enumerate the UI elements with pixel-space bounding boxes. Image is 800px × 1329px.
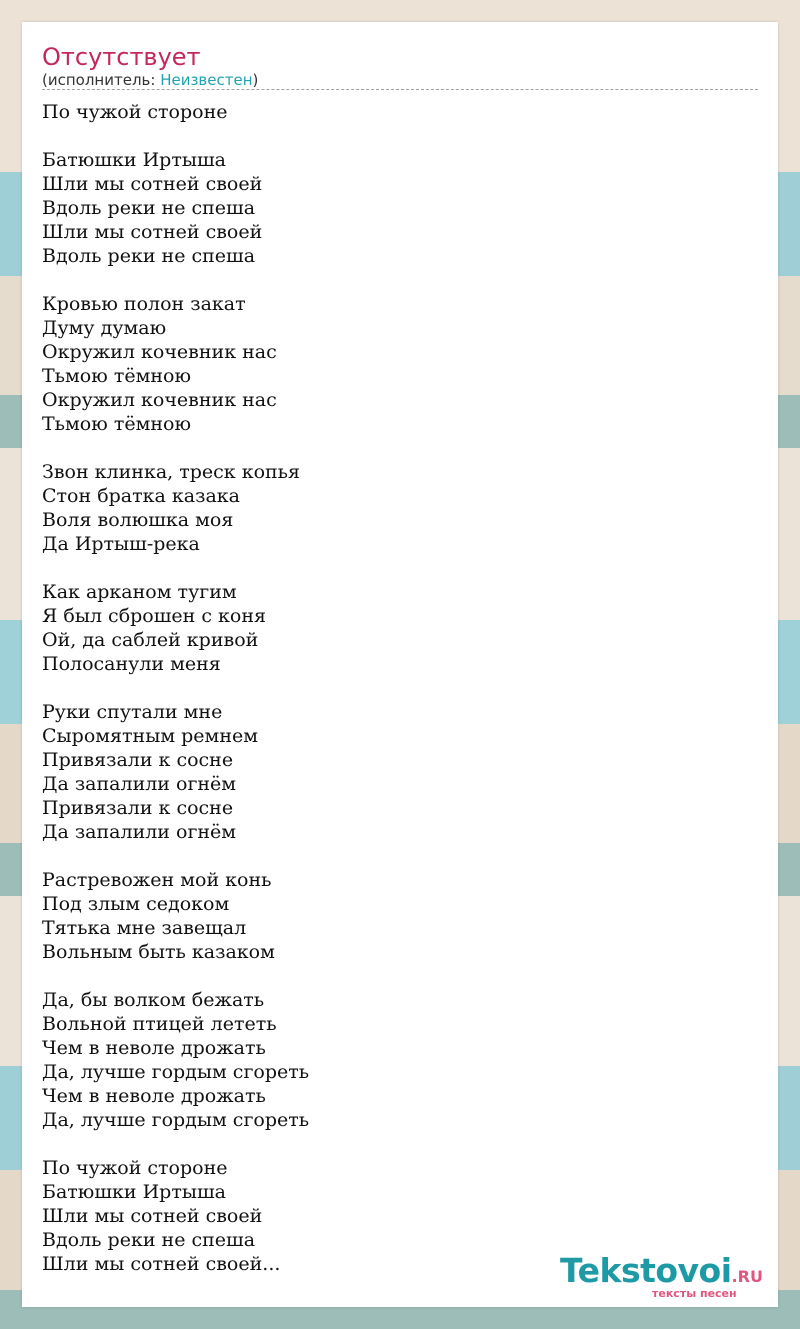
- lyric-line: Привязали к сосне: [42, 797, 234, 819]
- site-logo[interactable]: [560, 1253, 770, 1299]
- lyric-line: Растревожен мой конь: [42, 869, 272, 891]
- logo-tagline: тексты песен: [652, 1287, 737, 1300]
- lyric-line: Сыромятным ремнем: [42, 725, 259, 747]
- lyric-line: Шли мы сотней своей: [42, 1205, 263, 1227]
- lyrics-stanza: [42, 148, 758, 268]
- lyric-line: Шли мы сотней своей...: [42, 1253, 281, 1275]
- lyric-line: Вдоль реки не спеша: [42, 1229, 256, 1251]
- lyric-line: Окружил кочевник нас: [42, 389, 277, 411]
- logo-ru-text: .RU: [731, 1267, 763, 1286]
- lyric-line: Привязали к сосне: [42, 749, 234, 771]
- lyric-line: Шли мы сотней своей: [42, 173, 263, 195]
- lyric-line: Стон братка казака: [42, 485, 240, 507]
- lyric-line: Да, лучше гордым сгореть: [42, 1061, 310, 1083]
- lyric-line: Да, лучше гордым сгореть: [42, 1109, 310, 1131]
- lyric-line: По чужой стороне: [42, 1157, 228, 1179]
- lyric-line: Звон клинка, треск копья: [42, 461, 301, 483]
- artist-suffix: ): [252, 71, 259, 89]
- title-divider: [42, 89, 758, 90]
- lyrics-stanza: [42, 580, 758, 676]
- lyrics-stanza: [42, 460, 758, 556]
- artist-link[interactable]: Неизвестен: [160, 71, 253, 89]
- lyrics-stanza: [42, 700, 758, 844]
- lyric-line: Батюшки Иртыша: [42, 1181, 226, 1203]
- lyric-line: Как арканом тугим: [42, 581, 237, 603]
- song-title: Отсутствует: [42, 43, 201, 71]
- lyric-line: Руки спутали мне: [42, 701, 223, 723]
- lyric-line: Да, бы волком бежать: [42, 989, 265, 1011]
- lyric-line: Вольным быть казаком: [42, 941, 275, 963]
- lyric-line: Думу думаю: [42, 317, 167, 339]
- lyric-line: Ой, да саблей кривой: [42, 629, 259, 651]
- lyrics-stanza: [42, 100, 758, 124]
- artist-line: [42, 70, 258, 90]
- lyrics-stanza: [42, 988, 758, 1132]
- lyric-line: Чем в неволе дрожать: [42, 1085, 266, 1107]
- lyric-line: Кровью полон закат: [42, 293, 246, 315]
- lyrics-card: [22, 22, 778, 1307]
- lyric-line: Тятька мне завещал: [42, 917, 247, 939]
- lyric-line: Батюшки Иртыша: [42, 149, 226, 171]
- lyrics-body: [42, 100, 758, 1300]
- lyric-line: Вдоль реки не спеша: [42, 197, 256, 219]
- lyric-line: Полосанули меня: [42, 653, 221, 675]
- lyric-line: Да запалили огнём: [42, 821, 237, 843]
- lyrics-stanza: [42, 868, 758, 964]
- lyric-line: Да Иртыш-река: [42, 533, 200, 555]
- lyric-line: Чем в неволе дрожать: [42, 1037, 266, 1059]
- lyric-line: Тьмою тёмною: [42, 413, 191, 435]
- lyric-line: Окружил кочевник нас: [42, 341, 277, 363]
- lyric-line: Я был сброшен с коня: [42, 605, 266, 627]
- lyric-line: Да запалили огнём: [42, 773, 237, 795]
- artist-prefix: (исполнитель:: [42, 71, 161, 89]
- logo-main-text: Tekstovoi: [560, 1251, 732, 1290]
- lyric-line: По чужой стороне: [42, 101, 228, 123]
- lyric-line: Шли мы сотней своей: [42, 221, 263, 243]
- lyric-line: Вдоль реки не спеша: [42, 245, 256, 267]
- lyric-line: Под злым седоком: [42, 893, 230, 915]
- lyrics-stanza: [42, 292, 758, 436]
- lyric-line: Вольной птицей лететь: [42, 1013, 277, 1035]
- lyric-line: Тьмою тёмною: [42, 365, 191, 387]
- lyric-line: Воля волюшка моя: [42, 509, 234, 531]
